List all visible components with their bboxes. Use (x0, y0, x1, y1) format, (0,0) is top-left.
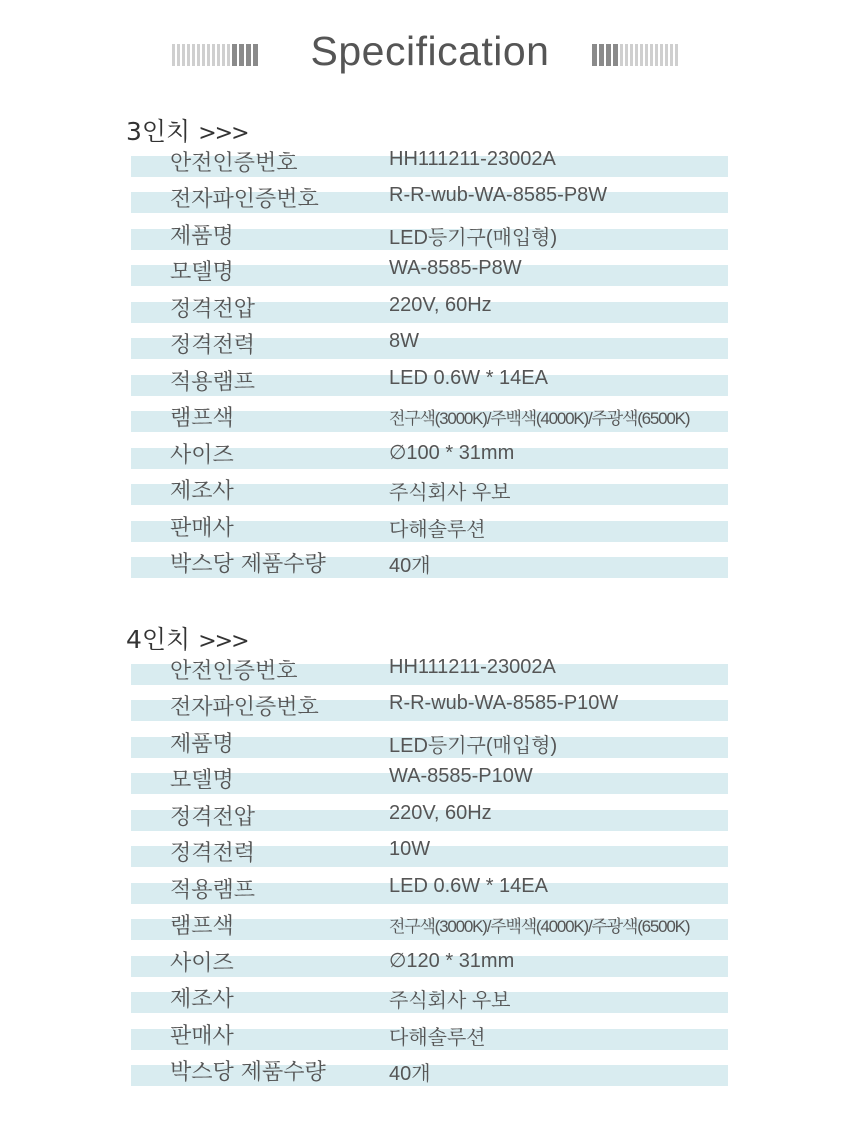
spec-value: 8W (389, 330, 419, 353)
spec-label: 램프색 (170, 914, 234, 940)
spec-row (0, 869, 860, 906)
spec-row (0, 543, 860, 580)
spec-label: 정격전압 (170, 804, 256, 830)
spec-label: 정격전력 (170, 333, 256, 359)
spec-row (0, 397, 860, 434)
spec-label: 판매사 (170, 1023, 234, 1049)
deco-stripe (635, 44, 638, 66)
spec-row (0, 178, 860, 215)
spec-row (0, 1015, 860, 1052)
spec-row (0, 942, 860, 979)
spec-label: 모델명 (170, 260, 234, 286)
spec-row (0, 324, 860, 361)
spec-row (0, 1051, 860, 1088)
spec-label: 제품명 (170, 223, 234, 249)
spec-row (0, 905, 860, 942)
deco-stripe (599, 44, 604, 66)
spec-value: WA-8585-P8W (389, 257, 522, 280)
spec-row (0, 723, 860, 760)
spec-value: LED등기구(매입형) (389, 226, 558, 249)
spec-value: 다해솔루션 (389, 1026, 486, 1049)
spec-value: R-R-wub-WA-8585-P8W (389, 184, 608, 207)
spec-value: HH111211-23002A (389, 656, 556, 678)
spec-label: 박스당 제품수량 (170, 551, 326, 577)
spec-value: 10W (389, 838, 431, 861)
spec-row (0, 759, 860, 796)
spec-label: 안전인증번호 (170, 151, 298, 176)
deco-stripe (660, 44, 663, 66)
spec-row (0, 251, 860, 288)
spec-value: LED등기구(매입형) (389, 734, 558, 757)
chevron-arrows-icon: >>> (198, 629, 248, 654)
deco-stripe (640, 44, 643, 66)
spec-row (0, 434, 860, 471)
spec-value: HH111211-23002A (389, 148, 556, 170)
spec-value: 주식회사 우보 (389, 482, 511, 505)
spec-label: 제조사 (170, 479, 234, 505)
page-header (0, 28, 860, 78)
deco-stripe (665, 44, 668, 66)
deco-stripe (655, 44, 658, 66)
deco-stripe (625, 44, 628, 66)
deco-stripe (613, 44, 618, 66)
spec-value: 전구색(3000K)/주백색(4000K)/주광색(6500K) (389, 917, 690, 937)
spec-label: 적용램프 (170, 877, 256, 903)
deco-stripe (645, 44, 648, 66)
spec-label: 전자파인증번호 (170, 695, 319, 721)
spec-row (0, 650, 860, 687)
spec-label: 안전인증번호 (170, 659, 298, 684)
section-title-text: 4인치 (126, 625, 191, 654)
spec-row (0, 796, 860, 833)
deco-stripe (670, 44, 673, 66)
spec-label: 사이즈 (170, 950, 234, 976)
spec-value: R-R-wub-WA-8585-P10W (389, 692, 619, 715)
deco-stripe (675, 44, 678, 66)
spec-row (0, 142, 860, 179)
deco-stripe (630, 44, 633, 66)
spec-row (0, 470, 860, 507)
spec-value: LED 0.6W * 14EA (389, 874, 548, 897)
deco-stripe (620, 44, 623, 66)
deco-stripe (592, 44, 597, 66)
spec-label: 판매사 (170, 515, 234, 541)
spec-row (0, 288, 860, 325)
spec-row (0, 507, 860, 544)
spec-value: WA-8585-P10W (389, 765, 533, 788)
spec-row (0, 832, 860, 869)
spec-value: 220V, 60Hz (389, 293, 492, 316)
spec-row (0, 978, 860, 1015)
spec-label: 램프색 (170, 406, 234, 432)
spec-label: 모델명 (170, 768, 234, 794)
deco-stripe (606, 44, 611, 66)
spec-value: 전구색(3000K)/주백색(4000K)/주광색(6500K) (389, 409, 690, 429)
section-title-text: 3인치 (126, 117, 191, 146)
spec-value: ∅100 * 31mm (389, 441, 515, 464)
spec-label: 전자파인증번호 (170, 187, 319, 213)
deco-stripe (650, 44, 653, 66)
spec-value: ∅120 * 31mm (389, 949, 515, 972)
spec-value: 40개 (389, 1062, 431, 1085)
spec-label: 제조사 (170, 987, 234, 1013)
spec-value: 다해솔루션 (389, 518, 486, 541)
chevron-arrows-icon: >>> (198, 121, 248, 146)
spec-value: 주식회사 우보 (389, 990, 511, 1013)
spec-value: LED 0.6W * 14EA (389, 366, 548, 389)
page-title: Specification (310, 28, 550, 74)
spec-row (0, 215, 860, 252)
spec-value: 220V, 60Hz (389, 801, 492, 824)
spec-row (0, 361, 860, 398)
spec-label: 사이즈 (170, 442, 234, 468)
title-decoration-right (592, 44, 680, 66)
spec-label: 적용램프 (170, 369, 256, 395)
spec-row (0, 686, 860, 723)
spec-label: 정격전압 (170, 296, 256, 322)
spec-label: 정격전력 (170, 841, 256, 867)
spec-label: 제품명 (170, 731, 234, 757)
spec-label: 박스당 제품수량 (170, 1059, 326, 1085)
spec-value: 40개 (389, 554, 431, 577)
